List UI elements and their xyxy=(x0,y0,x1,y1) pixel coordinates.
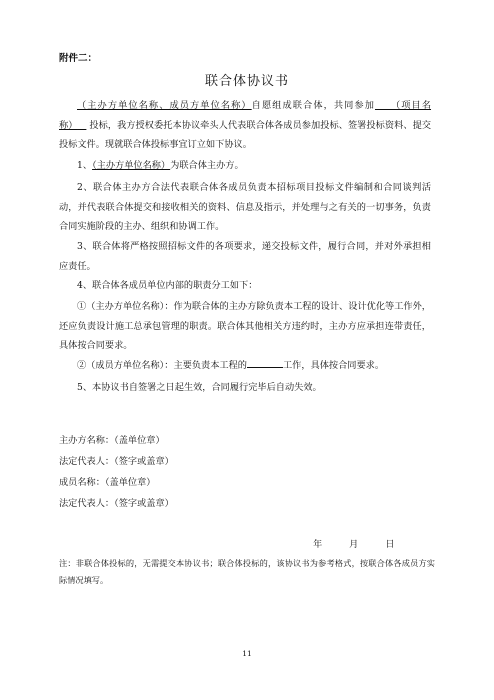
member-legal-rep-line: 法定代表人：（签字或盖章） xyxy=(59,498,174,509)
lead-legal-rep-line: 法定代表人：（签字或盖章） xyxy=(59,456,174,467)
intro-text-b: 投标，我方授权委托本协议牵头人代表联合体各成员参加投标、签署投标资料、提交投标文件。现就联合体投标事宜订立如下协议。 xyxy=(59,119,432,150)
page-number: 11 xyxy=(242,649,252,658)
clause-1-text: 为联合体主办方。 xyxy=(170,160,244,171)
clause-4-2 xyxy=(59,356,431,376)
project-placeholder: （项目名称） xyxy=(59,100,432,131)
clause-1-placeholder: （主办方单位名称） xyxy=(92,160,171,171)
intro-paragraph xyxy=(59,96,431,155)
clause-3: 3、联合体将严格按照招标文件的各项要求，递交投标文件，履行合同，并对外承担相应责任。 xyxy=(59,241,431,272)
document-title: 联合体协议书 xyxy=(204,74,289,89)
date-year: 年 xyxy=(313,539,323,550)
party-placeholder: （主办方单位名称、成员方单位名称） xyxy=(77,100,252,111)
clause-1 xyxy=(59,156,431,176)
lead-party-name-line: 主办方名称：（盖单位章） xyxy=(59,435,165,446)
clause-2: 2、联合体主办方合法代表联合体各成员负责本招标项目投标文件编制和合同谈判活动，并代表联合体提交和接收相关的资料、信息及指示，并处理与之有关的一切事务，负责合同实施阶段的主办、组织和协调工作。 xyxy=(59,182,431,232)
annex-label: 附件二： xyxy=(59,53,98,64)
date-month: 月 xyxy=(349,539,359,550)
clause-4-2-blank-line xyxy=(247,357,283,368)
clause-1-num: 1、 xyxy=(77,160,93,171)
footnote: 注：非联合体投标的，无需提交本协议书；联合体投标的，该协议书为参考格式，按联合体各成员方实际情况填写。 xyxy=(59,558,435,585)
clause-4-1: ①（主办方单位名称）：作为联合体的主办方除负责本工程的设计、设计优化等工作外，还应负责设计施工总承包管理的职责。联合体其他相关方违约时，主办方应承担连带责任，具体按合同要求。 xyxy=(59,301,431,351)
member-name-line: 成员名称：（盖单位章） xyxy=(59,477,156,488)
clause-4-2-text-a: ②（成员方单位名称）：主要负责本工程的 xyxy=(77,360,247,371)
clause-4-2-text-b: 工作，具体按合同要求。 xyxy=(282,360,385,371)
clause-5: 5、本协议书自签署之日起生效，合同履行完毕后自动失效。 xyxy=(77,382,322,393)
date-day: 日 xyxy=(385,539,395,550)
clause-4: 4、联合体各成员单位内部的职责分工如下： xyxy=(77,280,258,291)
intro-text-a: 自愿组成联合体，共同参加 xyxy=(251,100,375,111)
date-line xyxy=(313,536,406,550)
